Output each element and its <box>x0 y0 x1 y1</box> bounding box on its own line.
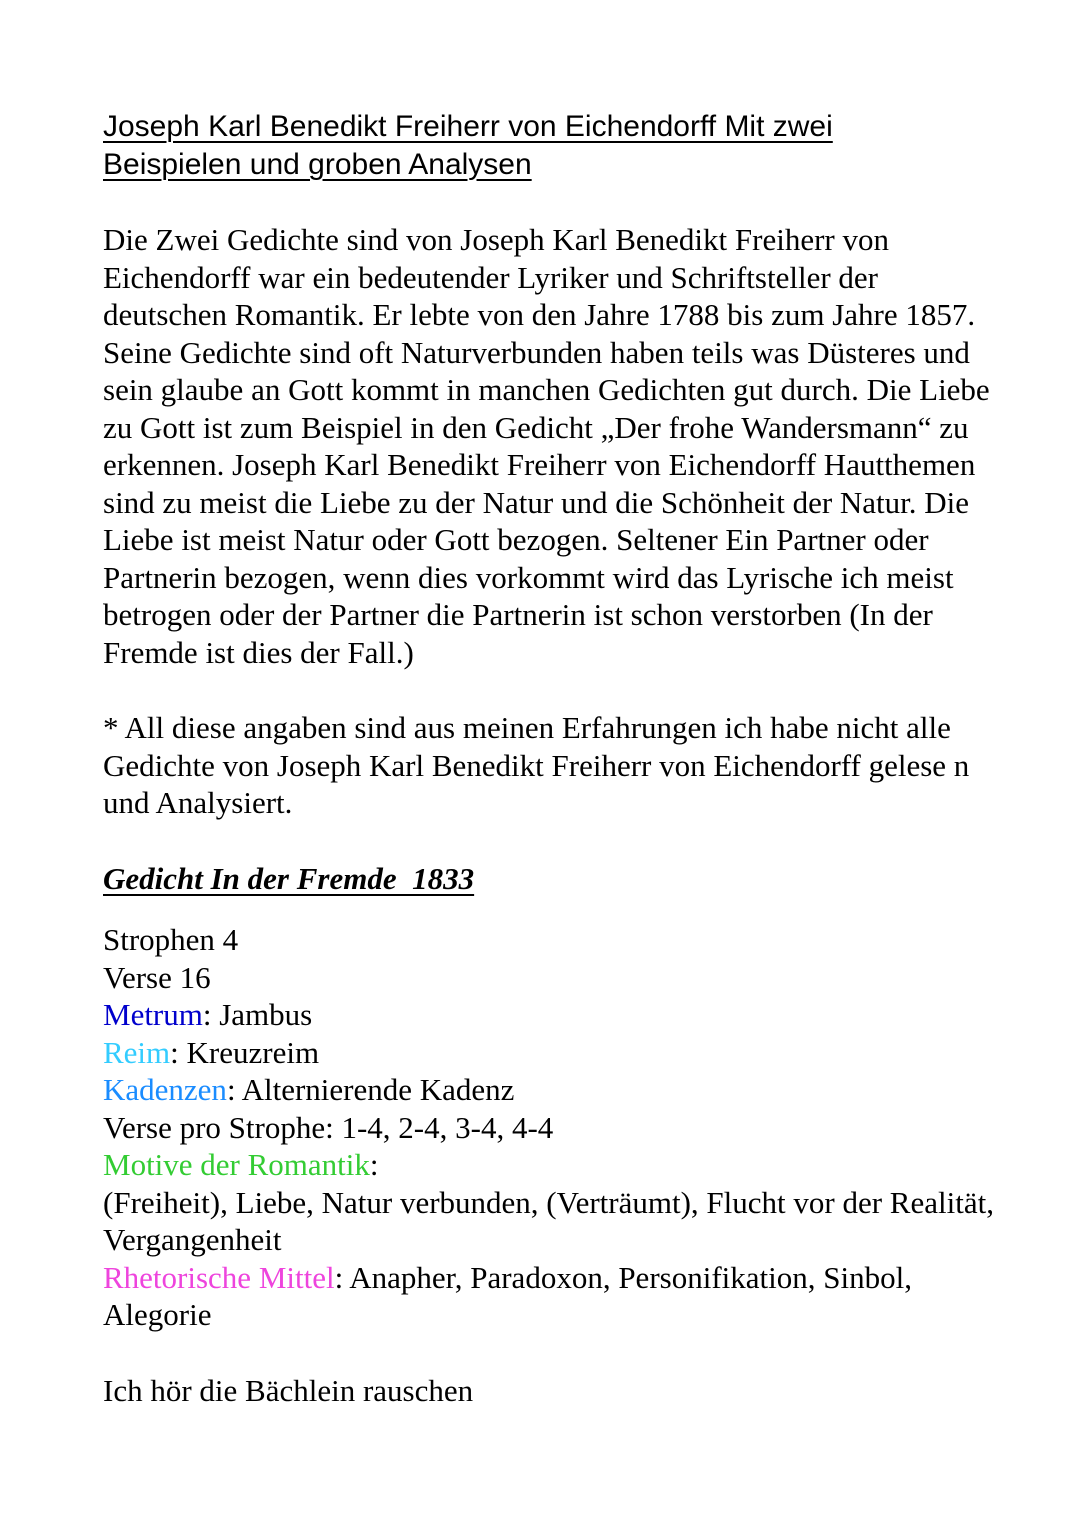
document-body <box>103 96 1003 1409</box>
rhetorik-label: Rhetorische Mittel <box>103 1259 335 1295</box>
fact-rhetorik <box>103 1259 1003 1334</box>
poem-facts <box>103 921 1003 1334</box>
motive-colon: : <box>369 1147 379 1182</box>
metrum-value: : Jambus <box>202 997 313 1032</box>
fact-motive <box>103 1146 1003 1184</box>
metrum-label: Metrum <box>103 997 203 1032</box>
poem-first-line: Ich hör die Bächlein rauschen <box>103 1372 474 1408</box>
kadenzen-label: Kadenzen <box>103 1072 227 1107</box>
poem-title: Gedicht In der Fremde 1833 <box>103 860 475 896</box>
note-paragraph: * All diese angaben sind aus meinen Erfahrungen ich habe nicht alle Gedichte von Joseph Karl Benedikt Freiherr von Eichendorff gelese n und Analysiert. <box>103 710 970 820</box>
reim-value: : Kreuzreim <box>170 1034 320 1070</box>
motive-label: Motive der Romantik <box>103 1147 370 1182</box>
heading-line-2: Beispielen und groben Analysen <box>103 147 532 181</box>
fact-strophen: Strophen 4 <box>103 922 239 957</box>
document-heading <box>103 108 1003 183</box>
fact-metrum <box>103 996 1003 1034</box>
intro-paragraph: Die Zwei Gedichte sind von Joseph Karl Benedikt Freiherr von Eichendorff war ein bedeutender Lyriker und Schriftsteller der deutschen Romantik. Er lebte von den Jahre 1788 bis zum Jahre 1857. Seine Gedichte sind oft Naturverbunden haben teils was Düsteres und sein glaube an Gott kommt in manchen Gedichten gut durch. Die Liebe zu Gott ist zum Beispiel in den Gedicht „Der frohe Wandersmann“ zu erkennen. Joseph Karl Benedikt Freiherr von Eichendorff Hautthemen sind zu meist die Liebe zu der Natur und die Schönheit der Natur. Die Liebe ist meist Natur oder Gott bezogen. Seltener Ein Partner oder Partnerin bezogen, wenn dies vorkommt wird das Lyrische ich meist betrogen oder der Partner die Partnerin ist schon verstorben (In der Fremde ist dies der Fall.) <box>103 222 990 670</box>
kadenzen-value: : Alternierende Kadenz <box>226 1072 515 1107</box>
fact-verse-pro-strophe: Verse pro Strophe: 1-4, 2-4, 3-4, 4-4 <box>103 1109 554 1145</box>
fact-verse: Verse 16 <box>103 959 211 995</box>
reim-label: Reim <box>103 1034 171 1070</box>
fact-kadenzen <box>103 1071 1003 1109</box>
rhetorik-value: : Anapher, Paradoxon, Personifikation, Sinbol, Alegorie <box>103 1259 912 1332</box>
heading-line-1: Joseph Karl Benedikt Freiherr von Eichendorff Mit zwei <box>103 110 833 143</box>
motive-value: (Freiheit), Liebe, Natur verbunden, (Verträumt), Flucht vor der Realität, Vergangenheit <box>103 1184 994 1257</box>
fact-reim <box>103 1034 1003 1072</box>
